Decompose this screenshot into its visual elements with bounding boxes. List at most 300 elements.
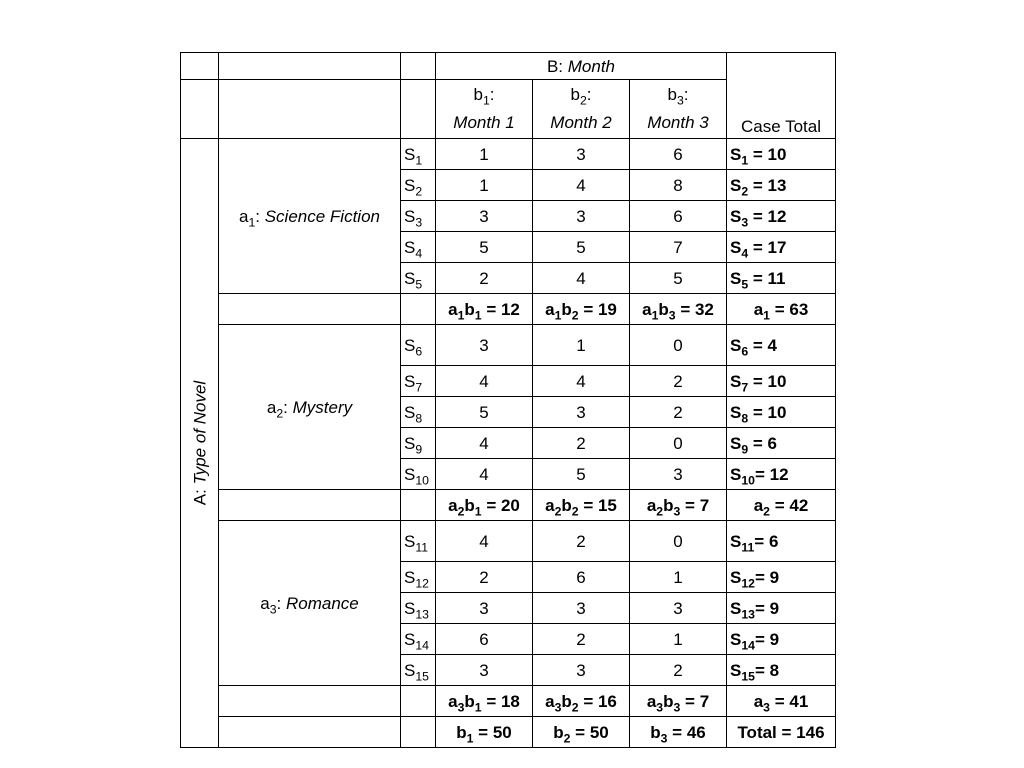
subscript: 3 — [673, 699, 681, 714]
subscript: 5 — [741, 276, 749, 291]
case-total-value: 11 — [767, 268, 786, 288]
case-total-value: 6 — [767, 433, 777, 453]
case-total-cell — [727, 170, 836, 201]
score-cell: 5 — [533, 459, 630, 490]
subject-letter: S — [404, 531, 416, 551]
equals: = — [570, 722, 590, 742]
case-total-value: 17 — [767, 237, 787, 257]
colon: : — [255, 206, 265, 226]
equals: = — [481, 495, 501, 515]
column-total-value: 50 — [492, 722, 512, 742]
subscript: 13 — [741, 606, 755, 621]
cell-total — [436, 294, 533, 325]
score-cell: 3 — [436, 655, 533, 686]
cell-total-value: 32 — [694, 299, 714, 319]
subscript: 3 — [668, 307, 676, 322]
score-cell: 3 — [533, 201, 630, 232]
factor-a-name: Type of Novel — [190, 380, 209, 485]
subscript: 3 — [741, 214, 749, 229]
group-code: a — [753, 495, 764, 515]
subject-letter: S — [730, 335, 742, 355]
subject-letter: S — [404, 629, 416, 649]
group-code: a — [646, 495, 657, 515]
level-letter: b — [561, 495, 572, 515]
subject-letter: S — [404, 335, 416, 355]
score-cell: 2 — [630, 366, 727, 397]
score-cell: 5 — [436, 232, 533, 263]
subject-id — [401, 139, 436, 170]
blank-cell — [401, 686, 436, 717]
subject-letter: S — [404, 660, 416, 680]
subscript: 3 — [660, 730, 668, 745]
level-letter: b — [456, 722, 467, 742]
score-cell: 4 — [436, 366, 533, 397]
equals: = — [769, 691, 790, 711]
header-row-factor — [181, 53, 836, 80]
total-word: Total — [737, 722, 777, 742]
level-letter: b — [473, 85, 483, 104]
subject-id — [401, 428, 436, 459]
subscript: 3 — [673, 503, 681, 518]
equals: = — [748, 402, 768, 422]
case-total-cell — [727, 521, 836, 562]
subscript: 1 — [415, 152, 423, 167]
score-cell: 1 — [436, 170, 533, 201]
case-total-cell — [727, 562, 836, 593]
cell-total-value: 15 — [597, 495, 617, 515]
subject-letter: S — [404, 206, 416, 226]
group-total-value: 42 — [789, 495, 809, 515]
subscript: 12 — [741, 575, 755, 590]
subscript: 1 — [482, 93, 490, 108]
level-name: Month 2 — [550, 113, 612, 132]
score-cell: 3 — [533, 139, 630, 170]
cell-total-value: 18 — [500, 691, 520, 711]
case-total-label: Case Total — [740, 117, 821, 136]
subject-letter: S — [404, 433, 416, 453]
score-cell: 5 — [533, 232, 630, 263]
subscript: 4 — [415, 245, 423, 260]
equals: = — [748, 371, 768, 391]
subject-letter: S — [404, 144, 416, 164]
subscript: 2 — [579, 93, 587, 108]
subscript: 1 — [474, 503, 482, 518]
score-cell: 3 — [630, 593, 727, 624]
subscript: 12 — [415, 575, 429, 590]
subscript: 3 — [676, 93, 684, 108]
column-total-value: 50 — [589, 722, 609, 742]
colon: : — [276, 593, 286, 613]
subscript: 3 — [656, 699, 664, 714]
case-total-value: 9 — [769, 598, 780, 618]
subscript: 2 — [656, 503, 664, 518]
group-total — [727, 294, 836, 325]
factor-b-header — [436, 53, 727, 80]
equals: = — [754, 598, 770, 618]
group-total-row — [181, 490, 836, 521]
case-total-cell — [727, 655, 836, 686]
group-code: a — [753, 691, 764, 711]
case-total-cell — [727, 397, 836, 428]
subscript: 2 — [554, 503, 562, 518]
blank-cell — [219, 80, 401, 139]
subscript: 6 — [415, 343, 423, 358]
subject-letter: S — [730, 598, 742, 618]
case-total-value: 12 — [767, 206, 787, 226]
level-letter: b — [663, 495, 674, 515]
subscript: 2 — [763, 503, 770, 518]
score-cell: 2 — [533, 624, 630, 655]
case-total-value: 8 — [769, 660, 780, 680]
subscript: 9 — [741, 441, 749, 456]
blank-cell — [401, 490, 436, 521]
subscript: 2 — [457, 503, 465, 518]
group-total — [727, 490, 836, 521]
level-header-b2 — [533, 80, 630, 139]
score-cell: 3 — [630, 459, 727, 490]
group-total-value: 63 — [789, 299, 809, 319]
score-cell: 0 — [630, 521, 727, 562]
cell-total-value: 7 — [699, 495, 710, 515]
subject-id — [401, 325, 436, 366]
level-letter: b — [561, 691, 572, 711]
blank-cell — [401, 717, 436, 748]
factor-b-prefix: B: — [546, 56, 568, 76]
blank-cell — [401, 294, 436, 325]
subscript: 2 — [415, 183, 423, 198]
score-cell: 3 — [533, 593, 630, 624]
score-cell: 3 — [533, 655, 630, 686]
subject-id — [401, 201, 436, 232]
level-code — [436, 81, 532, 109]
subscript: 8 — [741, 410, 749, 425]
case-total-cell — [727, 325, 836, 366]
subscript: 1 — [763, 307, 770, 322]
subject-letter: S — [404, 567, 416, 587]
column-total — [630, 717, 727, 748]
equals: = — [748, 144, 768, 164]
score-cell: 7 — [630, 232, 727, 263]
level-header-b1 — [436, 80, 533, 139]
subscript: 1 — [248, 214, 256, 229]
subscript: 3 — [415, 214, 423, 229]
cell-total-value: 16 — [597, 691, 617, 711]
score-cell: 1 — [630, 624, 727, 655]
subscript: 11 — [741, 539, 755, 554]
subject-letter: S — [730, 402, 742, 422]
cell-total-value: 12 — [500, 299, 520, 319]
score-cell: 2 — [630, 397, 727, 428]
score-cell: 0 — [630, 325, 727, 366]
equals: = — [578, 299, 598, 319]
equals: = — [748, 335, 768, 355]
score-cell: 2 — [436, 562, 533, 593]
score-cell: 4 — [533, 263, 630, 294]
subject-letter: S — [730, 144, 742, 164]
subscript: 2 — [741, 183, 749, 198]
case-total-value: 9 — [769, 629, 780, 649]
factor-b-name: Month — [567, 56, 616, 76]
equals: = — [754, 629, 770, 649]
score-cell: 2 — [533, 521, 630, 562]
subscript: 8 — [415, 410, 423, 425]
case-total-value: 10 — [767, 371, 787, 391]
score-cell: 4 — [436, 459, 533, 490]
case-total-cell — [727, 263, 836, 294]
factor-a-label — [191, 381, 208, 505]
score-cell: 2 — [436, 263, 533, 294]
case-total-value: 12 — [769, 464, 789, 484]
subscript: 7 — [415, 379, 423, 394]
blank-cell — [181, 80, 219, 139]
group-code: a — [448, 299, 458, 319]
level-letter: b — [464, 299, 475, 319]
subject-id — [401, 459, 436, 490]
score-cell: 0 — [630, 428, 727, 459]
subject-letter: S — [730, 237, 742, 257]
group-label-2 — [219, 325, 401, 490]
group-total-row — [181, 294, 836, 325]
level-letter: b — [553, 722, 564, 742]
level-letter: b — [561, 299, 572, 319]
subscript: 3 — [269, 601, 277, 616]
subject-id — [401, 170, 436, 201]
subscript: 9 — [415, 441, 423, 456]
subscript: 2 — [571, 307, 579, 322]
score-cell: 3 — [436, 593, 533, 624]
equals: = — [578, 495, 598, 515]
score-cell: 1 — [533, 325, 630, 366]
case-total-cell — [727, 366, 836, 397]
subject-letter: S — [730, 567, 742, 587]
cell-total — [630, 490, 727, 521]
score-cell: 6 — [630, 139, 727, 170]
subject-letter: S — [730, 433, 742, 453]
subscript: 10 — [741, 472, 755, 487]
group-total-value: 41 — [789, 691, 809, 711]
group-code: a — [545, 495, 555, 515]
score-cell: 2 — [533, 428, 630, 459]
subject-letter: S — [404, 598, 416, 618]
equals: = — [769, 299, 790, 319]
subject-letter: S — [404, 175, 416, 195]
score-cell: 4 — [533, 366, 630, 397]
case-total-cell — [727, 139, 836, 170]
group-label-1 — [219, 139, 401, 294]
group-code: a — [266, 397, 277, 417]
cell-total — [533, 686, 630, 717]
blank-cell — [401, 53, 436, 80]
equals: = — [481, 691, 501, 711]
blank-cell — [219, 53, 401, 80]
equals: = — [680, 691, 700, 711]
case-total-cell — [727, 201, 836, 232]
score-cell: 1 — [436, 139, 533, 170]
blank-cell — [219, 717, 401, 748]
case-total-value: 13 — [767, 175, 787, 195]
subscript: 2 — [563, 730, 571, 745]
equals: = — [748, 206, 768, 226]
score-cell: 3 — [436, 325, 533, 366]
subject-letter: S — [404, 237, 416, 257]
case-total-value: 4 — [767, 335, 777, 355]
subject-id — [401, 521, 436, 562]
equals: = — [748, 237, 768, 257]
cell-total — [533, 490, 630, 521]
subject-row — [181, 325, 836, 366]
subscript: 2 — [571, 503, 579, 518]
column-total-row — [181, 717, 836, 748]
score-cell: 2 — [630, 655, 727, 686]
level-letter: b — [663, 691, 674, 711]
level-name: Month 3 — [647, 113, 709, 132]
case-total-cell — [727, 459, 836, 490]
blank-cell — [219, 686, 401, 717]
factor-a-wrap — [181, 139, 218, 747]
group-code: a — [545, 691, 555, 711]
subject-id — [401, 655, 436, 686]
score-cell: 3 — [533, 397, 630, 428]
case-total-value: 10 — [767, 144, 787, 164]
equals: = — [776, 722, 797, 742]
subscript: 14 — [741, 637, 755, 652]
subject-letter: S — [404, 371, 416, 391]
score-cell: 6 — [533, 562, 630, 593]
level-letter: b — [667, 85, 677, 104]
subscript: 1 — [741, 152, 749, 167]
subscript: 11 — [415, 539, 429, 554]
level-code — [533, 81, 629, 109]
cell-total — [436, 490, 533, 521]
equals: = — [748, 175, 768, 195]
group-code: a — [642, 299, 652, 319]
subject-letter: S — [404, 402, 416, 422]
subscript: 1 — [474, 699, 482, 714]
subject-id — [401, 263, 436, 294]
subscript: 6 — [741, 343, 749, 358]
subscript: 7 — [741, 379, 749, 394]
blank-cell — [181, 53, 219, 80]
subject-row — [181, 521, 836, 562]
subject-letter: S — [730, 371, 742, 391]
subject-letter: S — [730, 660, 742, 680]
cell-total — [533, 294, 630, 325]
score-cell: 8 — [630, 170, 727, 201]
subscript: 4 — [741, 245, 749, 260]
subject-letter: S — [730, 206, 742, 226]
score-cell: 1 — [630, 562, 727, 593]
data-table — [180, 52, 836, 748]
subject-letter: S — [730, 175, 742, 195]
subject-letter: S — [730, 531, 742, 551]
group-code: a — [238, 206, 249, 226]
subscript: 1 — [554, 307, 562, 322]
cell-total-value: 20 — [500, 495, 520, 515]
colon: : — [586, 85, 592, 104]
colon: : — [283, 397, 293, 417]
subscript: 3 — [763, 699, 770, 714]
group-label-3 — [219, 521, 401, 686]
group-code: a — [448, 495, 458, 515]
subscript: 14 — [415, 637, 429, 652]
score-cell: 5 — [436, 397, 533, 428]
level-letter: b — [650, 722, 661, 742]
equals: = — [754, 531, 769, 551]
case-total-cell — [727, 624, 836, 655]
subject-letter: S — [404, 464, 416, 484]
group-total-row — [181, 686, 836, 717]
score-cell: 5 — [630, 263, 727, 294]
equals: = — [578, 691, 598, 711]
case-total-cell — [727, 428, 836, 459]
subject-id — [401, 562, 436, 593]
column-total — [533, 717, 630, 748]
blank-cell — [219, 294, 401, 325]
case-total-header — [727, 53, 836, 139]
subscript: 1 — [474, 307, 482, 322]
group-name: Science Fiction — [264, 206, 380, 226]
case-total-value: 9 — [769, 567, 780, 587]
equals: = — [473, 722, 493, 742]
colon: : — [683, 85, 689, 104]
score-cell: 4 — [436, 428, 533, 459]
subject-id — [401, 397, 436, 428]
level-letter: b — [658, 299, 669, 319]
subscript: 15 — [415, 668, 429, 683]
equals: = — [754, 567, 770, 587]
subscript: 1 — [651, 307, 659, 322]
subscript: 2 — [571, 699, 579, 714]
level-letter: b — [464, 691, 475, 711]
blank-cell — [219, 490, 401, 521]
column-total-value: 46 — [686, 722, 706, 742]
score-cell: 6 — [436, 624, 533, 655]
score-cell: 6 — [630, 201, 727, 232]
equals: = — [754, 660, 770, 680]
cell-total — [630, 686, 727, 717]
equals: = — [667, 722, 687, 742]
group-code: a — [448, 691, 458, 711]
subject-letter: S — [730, 268, 742, 288]
level-code — [630, 81, 726, 109]
equals: = — [675, 299, 695, 319]
group-name: Romance — [285, 593, 359, 613]
group-code: a — [753, 299, 764, 319]
subject-letter: S — [404, 268, 416, 288]
subscript: 1 — [466, 730, 474, 745]
subscript: 13 — [415, 606, 429, 621]
group-total — [727, 686, 836, 717]
level-letter: b — [464, 495, 475, 515]
subscript: 3 — [554, 699, 562, 714]
level-name: Month 1 — [453, 113, 515, 132]
column-total — [436, 717, 533, 748]
colon: : — [489, 85, 495, 104]
case-total-cell — [727, 593, 836, 624]
subject-id — [401, 593, 436, 624]
subscript: 2 — [276, 405, 284, 420]
subject-id — [401, 624, 436, 655]
equals: = — [769, 495, 790, 515]
cell-total-value: 19 — [597, 299, 617, 319]
factor-a-prefix: A: — [190, 484, 209, 506]
equals: = — [754, 464, 770, 484]
equals: = — [748, 433, 768, 453]
grand-total — [727, 717, 836, 748]
equals: = — [481, 299, 501, 319]
subject-letter: S — [730, 464, 742, 484]
group-name: Mystery — [292, 397, 353, 417]
